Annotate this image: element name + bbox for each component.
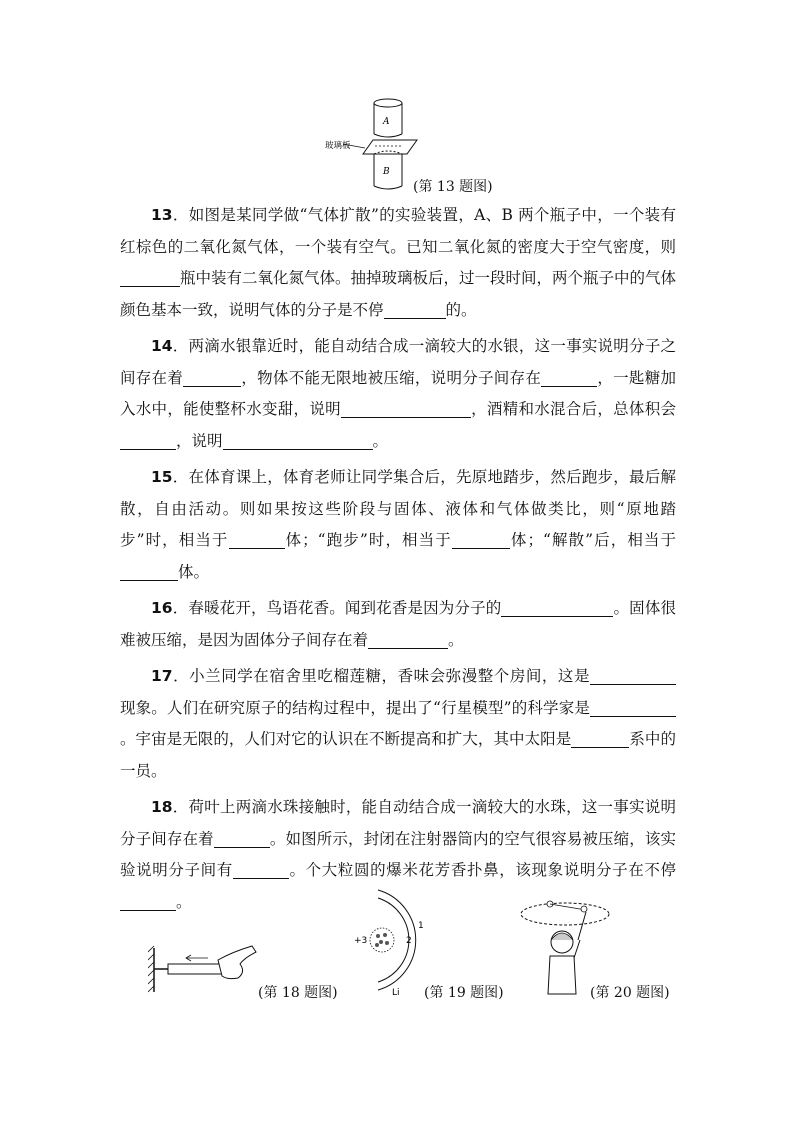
question-number: 18 (151, 798, 173, 816)
glass-plate-label: 玻璃板 (325, 141, 351, 151)
answer-blank[interactable] (183, 368, 241, 387)
bottle-b-label: B (383, 167, 390, 177)
shell-electrons-label: 2 (406, 936, 412, 946)
answer-blank[interactable] (120, 431, 176, 450)
element-symbol-label: Li (392, 988, 400, 998)
question-number: 17 (151, 667, 173, 685)
answer-blank[interactable] (368, 630, 448, 649)
question-17 (120, 661, 676, 787)
answer-blank[interactable] (590, 666, 676, 685)
question-text: ，一匙糖加入水中，能使整杯水变甜，说明 (120, 368, 676, 418)
question-text: 。 (176, 892, 192, 911)
question-15 (120, 462, 676, 588)
question-number: 15 (151, 468, 173, 486)
question-text: 。 (448, 630, 464, 649)
question-text: 的。 (445, 300, 477, 319)
question-text: ．小兰同学在宿舍里吃榴莲糖，香味会弥漫整个房间，这是 (172, 667, 590, 685)
question-text: 。个大粒圆的爆米花芳香扑鼻，该现象说明分子在不停 (288, 861, 676, 879)
nucleus-charge-label: +3 (354, 936, 368, 946)
syringe-drawing (148, 938, 258, 998)
question-number: 13 (151, 206, 173, 224)
answer-blank[interactable] (120, 562, 178, 581)
question-text: ，说明 (176, 431, 223, 450)
figure-13-caption: (第 13 题图) (413, 179, 493, 195)
question-14 (120, 331, 676, 457)
answer-blank[interactable] (223, 431, 373, 450)
shell-electrons-label: 1 (418, 921, 424, 931)
answer-blank[interactable] (541, 368, 597, 387)
figure-19-caption: (第 19 题图) (424, 985, 504, 1001)
answer-blank[interactable] (590, 698, 676, 717)
question-text: ．两滴水银靠近时，能自动结合成一滴较大的水银，这一事实说明分子之间存在着 (120, 337, 676, 387)
answer-blank[interactable] (501, 598, 613, 617)
question-text: ，物体不能无限地被压缩，说明分子间存在 (241, 368, 542, 387)
question-text: 。固体很难被压缩，是因为固体分子间存在着 (120, 599, 676, 649)
question-text: ．春暖花开，鸟语花香。闻到花香是因为分子的 (172, 599, 502, 617)
answer-blank[interactable] (384, 300, 446, 319)
answer-blank[interactable] (571, 729, 629, 748)
figure-18-caption: (第 18 题图) (258, 985, 338, 1001)
question-text: 。 (372, 431, 389, 450)
question-number: 16 (151, 599, 173, 617)
question-text: 体；“解散”后，相当于 (509, 531, 676, 549)
bottle-a-label: A (383, 117, 390, 127)
question-text: 体。 (178, 562, 210, 581)
answer-blank[interactable] (341, 399, 471, 418)
answer-blank[interactable] (452, 530, 510, 549)
lithium-atom-drawing (348, 888, 428, 998)
figure-20-caption: (第 20 题图) (590, 985, 670, 1001)
answer-blank[interactable] (233, 860, 289, 879)
question-text: ．在体育课上，体育老师让同学集合后，先原地踏步，然后跑步，最后解散，自由活动。则如果按这些阶段与固体、液体和气体做类比，则“原地踏步”时，相当于 (120, 468, 676, 549)
figure-13 (325, 96, 505, 196)
answer-blank[interactable] (120, 268, 180, 287)
answer-blank[interactable] (229, 530, 285, 549)
question-text: 现象。人们在研究原子的结构过程中，提出了“行星模型”的科学家是 (120, 698, 590, 717)
question-text: 。如图所示，封闭在注射器筒内的空气很容易被压缩，该实验说明分子间有 (120, 829, 676, 879)
question-text: ，酒精和水混合后，总体积会 (470, 400, 676, 418)
question-text: 体；“跑步”时，相当于 (284, 531, 452, 549)
question-text: ．如图是某同学做“气体扩散”的实验装置，A、B 两个瓶子中，一个装有红棕色的二氧化氮气体，一个装有空气。已知二氧化氮的密度大于空气密度，则 (120, 206, 676, 256)
question-number: 14 (151, 337, 173, 355)
question-text: 系中的一员。 (120, 730, 676, 780)
question-list (120, 200, 676, 923)
question-text: 瓶中装有二氧化氮气体。抽掉玻璃板后，过一段时间，两个瓶子中的气体颜色基本一致，说明气体的分子是不停 (120, 269, 677, 319)
question-16 (120, 593, 676, 656)
answer-blank[interactable] (214, 829, 270, 848)
bottom-figures (148, 888, 688, 1008)
question-13 (120, 200, 676, 326)
question-text: ．荷叶上两滴水珠接触时，能自动结合成一滴较大的水珠，这一事实说明分子间存在着 (120, 798, 676, 848)
question-text: 。宇宙是无限的，人们对它的认识在不断提高和扩大，其中太阳是 (120, 730, 572, 748)
